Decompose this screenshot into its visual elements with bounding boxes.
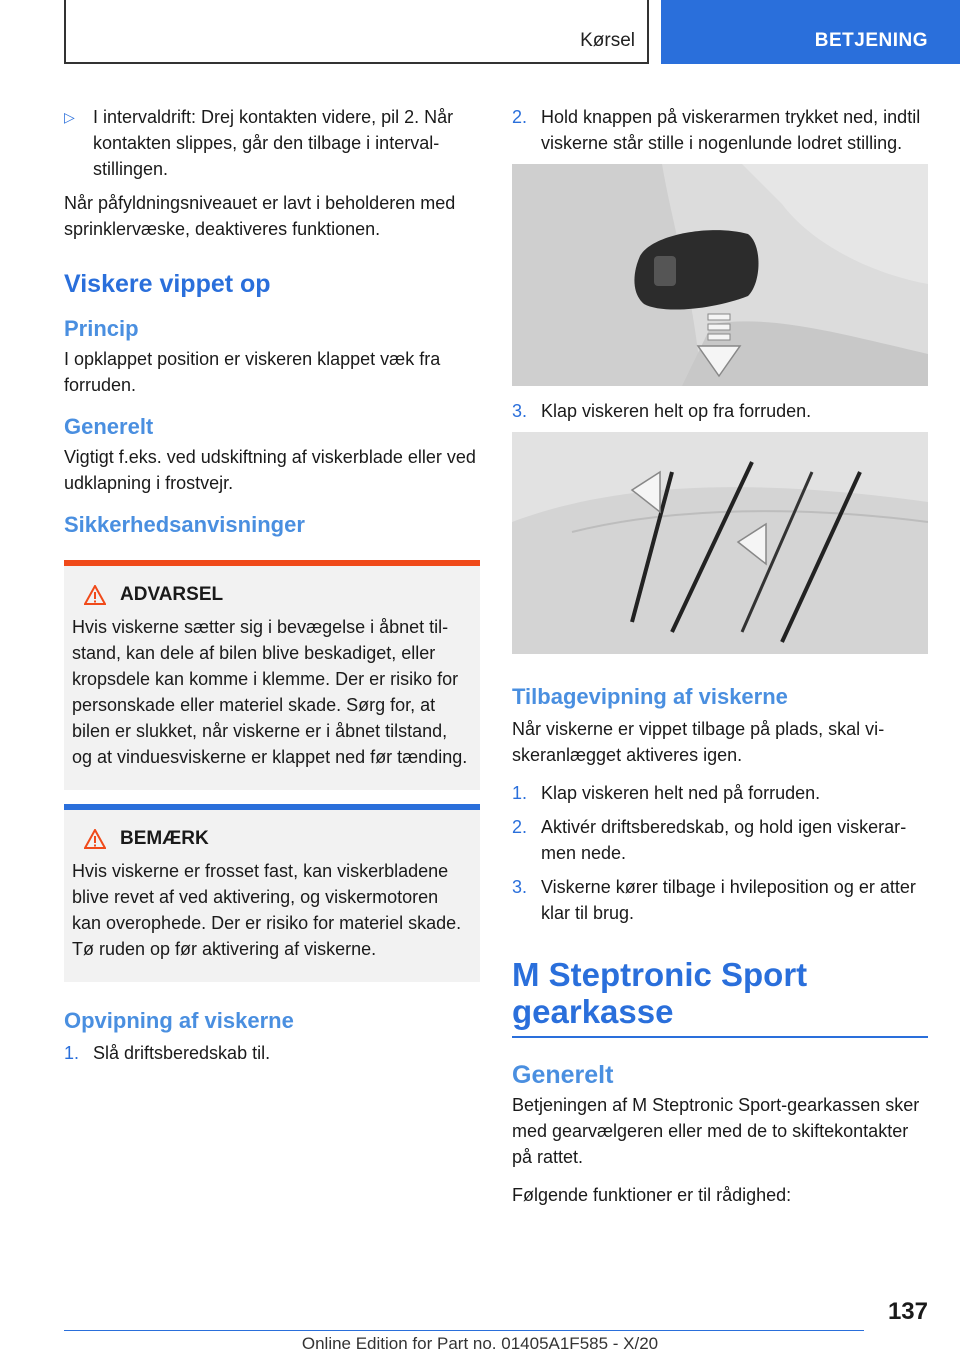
triangle-bullet-icon: ▷ — [64, 109, 75, 125]
heading-viskere-vippet-op: Viskere vippet op — [64, 270, 271, 298]
header-section-box — [64, 0, 649, 64]
header-section-kørsel: Kørsel — [580, 30, 635, 51]
step-text: Klap viskeren helt op fra forruden. — [541, 401, 812, 421]
step-item — [64, 1040, 480, 1066]
step-text: Klap viskeren helt ned på forruden. — [541, 783, 821, 803]
wiper-button-illustration — [512, 164, 928, 386]
step-number: 3. — [512, 401, 528, 421]
warning-bar — [64, 560, 480, 566]
paragraph-tilbagevipning: Når viskerne er vippet tilbage på plads, skal viskeranlægget aktiveres igen. — [512, 719, 885, 765]
warning-text: Hvis viskerne sætter sig i bevægelse i åbnet tilstand, kan dele af bilen blive beskadiget, eller kropsdele kan komme i klemme. Der er risiko for personskade eller materiel skade. Sørg for, at bilen er slukket, når viskerne er i åbnet tilstand, og at vinduesviskerne er klappet ned før tænding. — [72, 617, 468, 767]
step-item — [512, 780, 928, 806]
paragraph-princip: I opklappet position er viskeren klappet væk fra forruden. — [64, 349, 441, 395]
right-column — [512, 104, 928, 1220]
heading-m-steptronic: M Steptronic Sport gearkasse — [512, 956, 928, 1038]
wiper-raised-illustration — [512, 432, 928, 654]
paragraph-gearkasse-2: Følgende funktioner er til rådighed: — [512, 1185, 792, 1205]
paragraph-gearkasse-1: Betjeningen af M Steptronic Sport-gearkassen sker med gearvælgeren eller med de to skiftekontakter på rattet. — [512, 1095, 920, 1167]
page-number: 137 — [887, 1298, 928, 1325]
step-item — [512, 874, 928, 926]
photo-wiper-button — [512, 164, 928, 386]
heading-generelt: Generelt — [64, 414, 154, 439]
note-text: Hvis viskerne er frosset fast, kan viskerbladene blive revet af ved aktivering, og viskermotoren kan overophede. Der er risiko for materiel skade. Tø ruden op før aktivering af viskerne. — [72, 861, 462, 959]
heading-sikkerhedsanvisninger: Sikkerhedsanvisninger — [64, 512, 305, 537]
warning-title-row — [72, 582, 472, 608]
photo-wiper-raised — [512, 432, 928, 654]
footer-divider — [64, 1330, 864, 1331]
note-box — [64, 804, 480, 982]
warning-box — [64, 560, 480, 790]
step-text: Aktivér driftsberedskab, og hold igen viskerarmen nede. — [541, 817, 907, 863]
note-bar — [64, 804, 480, 810]
step-item — [512, 398, 928, 424]
step-text: Slå driftsberedskab til. — [93, 1043, 271, 1063]
heading-opvipning: Opvipning af viskerne — [64, 1008, 294, 1033]
bullet-text: I intervaldrift: Drej kontakten videre, pil 2. Når kontakten slippes, går den tilbage i intervalstillingen. — [93, 107, 454, 179]
caution-triangle-icon — [84, 829, 106, 849]
step-number: 1. — [512, 783, 528, 803]
step-number: 3. — [512, 877, 528, 897]
warning-triangle-icon — [84, 585, 106, 605]
left-column — [64, 104, 480, 1074]
header-chapter-betjening: BETJENING — [814, 30, 928, 51]
bullet-item — [64, 104, 480, 182]
heading-generelt-gearkasse: Generelt — [512, 1061, 614, 1089]
heading-princip: Princip — [64, 316, 139, 341]
step-item — [512, 814, 928, 866]
step-number: 1. — [64, 1043, 80, 1063]
step-item — [512, 104, 928, 156]
step-number: 2. — [512, 817, 528, 837]
warning-title: ADVARSEL — [120, 584, 224, 605]
note-title-row — [72, 826, 472, 852]
paragraph-generelt: Vigtigt f.eks. ved udskiftning af viskerblade eller ved udklapning i frostvejr. — [64, 447, 476, 493]
paragraph-fill-level: Når påfyldningsniveauet er lavt i beholderen med sprinklervæske, deaktiveres funktionen. — [64, 193, 456, 239]
heading-tilbagevipning: Tilbagevipning af viskerne — [512, 684, 788, 709]
step-text: Hold knappen på viskerarmen trykket ned, indtil viskerne står stille i nogenlunde lodret stilling. — [541, 107, 921, 153]
footer-edition: Online Edition for Part no. 01405A1F585 - X/20 — [301, 1334, 659, 1353]
step-text: Viskerne kører tilbage i hvileposition og er atter klar til brug. — [541, 877, 916, 923]
header-chapter-tab — [661, 0, 960, 64]
step-number: 2. — [512, 107, 528, 127]
note-title: BEMÆRK — [120, 828, 209, 849]
